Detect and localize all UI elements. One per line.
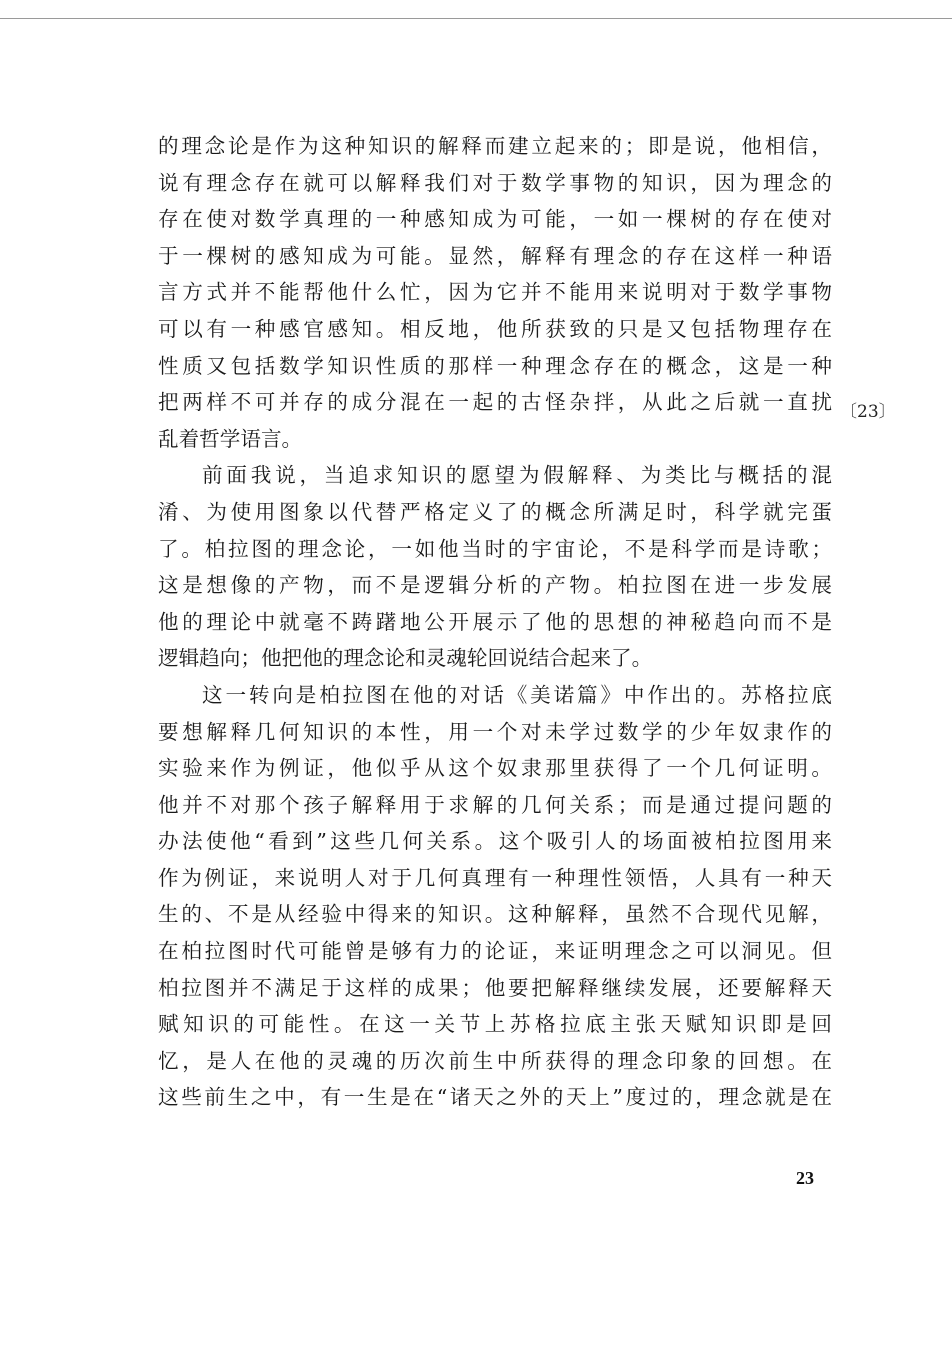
text-line: 这一转向是柏拉图在他的对话《美诺篇》中作出的。苏格拉底 xyxy=(202,682,832,707)
text-line: 可以有一种感官感知。相反地，他所获致的只是又包括物理存在 xyxy=(158,316,832,341)
page-number: 23 xyxy=(796,1168,814,1188)
text-line: 性质又包括数学知识性质的那样一种理念存在的概念，这是一种 xyxy=(158,353,832,378)
text-line: 他的理论中就毫不踌躇地公开展示了他的思想的神秘趋向而不是 xyxy=(158,609,832,634)
text-line: 前面我说，当追求知识的愿望为假解释、为类比与概括的混 xyxy=(202,463,832,488)
text-line: 这是想像的产物，而不是逻辑分析的产物。柏拉图在进一步发展 xyxy=(158,573,832,598)
text-line: 淆、为使用图象以代替严格定义了的概念所满足时，科学就完蛋 xyxy=(158,499,832,524)
text-line: 柏拉图并不满足于这样的成果；他要把解释继续发展，还要解释天 xyxy=(158,975,832,1000)
text-line: 实验来作为例证，他似乎从这个奴隶那里获得了一个几何证明。 xyxy=(158,756,832,781)
text-line: 这些前生之中，有一生是在“诸天之外的天上”度过的，理念就是在 xyxy=(158,1085,832,1110)
text-line: 逻辑趋向；他把他的理念论和灵魂轮回说结合起来了。 xyxy=(158,646,653,671)
text-line: 生的、不是从经验中得来的知识。这种解释，虽然不合现代见解， xyxy=(158,902,832,927)
text-line: 忆，是人在他的灵魂的历次前生中所获得的理念印象的回想。在 xyxy=(158,1048,832,1073)
text-line: 他并不对那个孩子解释用于求解的几何关系；而是通过提问题的 xyxy=(158,792,832,817)
text-line: 赋知识的可能性。在这一关节上苏格拉底主张天赋知识即是回 xyxy=(158,1012,832,1037)
body-text xyxy=(158,128,832,1116)
text-line: 言方式并不能帮他什么忙，因为它并不能用来说明对于数学事物 xyxy=(158,280,832,305)
margin-page-reference: 〔23〕 xyxy=(840,402,896,422)
header-rule xyxy=(0,18,952,19)
text-line: 于一棵树的感知成为可能。显然，解释有理念的存在这样一种语 xyxy=(158,243,832,268)
text-line: 作为例证，来说明人对于几何真理有一种理性领悟，人具有一种天 xyxy=(158,865,832,890)
text-line: 了。柏拉图的理念论，一如他当时的宇宙论，不是科学而是诗歌； xyxy=(158,536,832,561)
text-line: 在柏拉图时代可能曾是够有力的论证，来证明理念之可以洞见。但 xyxy=(158,939,832,964)
text-line: 乱着哲学语言。 xyxy=(158,426,303,451)
text-line: 把两样不可并存的成分混在一起的古怪杂拌，从此之后就一直扰 xyxy=(158,390,832,415)
text-line: 存在使对数学真理的一种感知成为可能，一如一棵树的存在使对 xyxy=(158,207,832,232)
text-line: 的理念论是作为这种知识的解释而建立起来的；即是说，他相信， xyxy=(158,134,832,158)
text-line: 说有理念存在就可以解释我们对于数学事物的知识，因为理念的 xyxy=(158,170,832,195)
text-line: 要想解释几何知识的本性，用一个对未学过数学的少年奴隶作的 xyxy=(158,719,832,744)
text-line: 办法使他“看到”这些几何关系。这个吸引人的场面被柏拉图用来 xyxy=(158,829,832,854)
